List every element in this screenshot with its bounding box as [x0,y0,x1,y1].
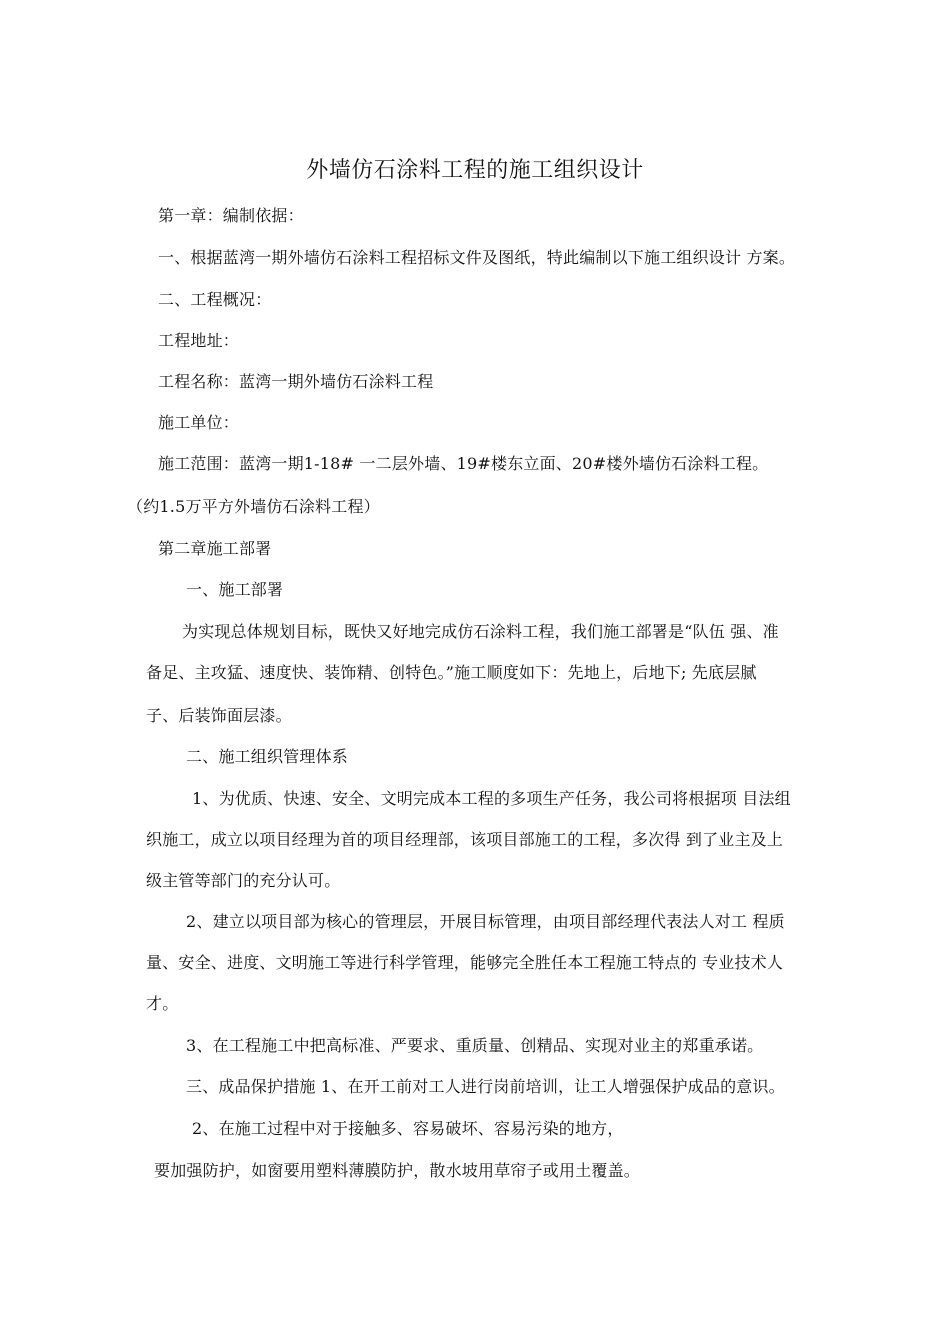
overview-heading: 二、工程概况： [158,290,272,309]
management-item-1-line-3: 级主管等部门的充分认可。 [146,871,341,890]
chapter-1-heading: 第一章：编制依据： [158,206,304,225]
project-address: 工程地址： [158,331,240,350]
protection-item-2-line-2: 要加强防护，如窗要用塑料薄膜防护，散水坡用草帘子或用土覆盖。 [154,1161,641,1180]
construction-scope: 施工范围：蓝湾一期1-18# 一二层外墙、19#楼东立面、20#楼外墙仿石涂料工程。 [158,454,769,473]
project-name: 工程名称：蓝湾一期外墙仿石涂料工程 [158,372,434,391]
basis-paragraph: 一、根据蓝湾一期外墙仿石涂料工程招标文件及图纸，特此编制以下施工组织设计 方案。 [158,248,796,267]
management-item-1-line-2: 织施工，成立以项目经理为首的项目经理部，该项目部施工的工程，多次得 到了业主及上 [146,830,784,849]
protection-heading-item-1: 三、成品保护措施 1、在开工前对工人进行岗前培训，让工人增强保护成品的意识。 [186,1077,785,1096]
protection-item-2-line-1: 2、在施工过程中对于接触多、容易破坏、容易污染的地方， [192,1119,624,1138]
deployment-paragraph-line-3: 子、后装饰面层漆。 [146,706,292,725]
management-item-2-line-3: 才。 [146,994,179,1013]
document-title: 外墙仿石涂料工程的施工组织设计 [306,158,644,183]
management-heading: 二、施工组织管理体系 [186,747,349,766]
management-item-2-line-1: 2、建立以项目部为核心的管理层，开展目标管理，由项目部经理代表法人对工 程质 [186,912,785,931]
management-item-1-line-1: 1、为优质、快速、安全、文明完成本工程的多项生产任务，我公司将根据项 目法组 [192,789,791,808]
deployment-heading: 一、施工部署 [186,580,284,599]
management-item-2-line-2: 量、安全、进度、文明施工等进行科学管理，能够完全胜任本工程施工特点的 专业技术人 [146,953,784,972]
construction-unit: 施工单位： [158,413,240,432]
management-item-3: 3、在工程施工中把高标准、严要求、重质量、创精品、实现对业主的郑重承诺。 [186,1036,764,1055]
scope-area-note: （约1.5万平方外墙仿石涂料工程） [127,497,380,516]
deployment-paragraph-line-2: 备足、主攻猛、速度快、装饰精、创特色。”施工顺度如下：先地上，后地下; 先底层腻 [146,663,757,682]
chapter-2-heading: 第二章施工部署 [158,539,272,558]
deployment-paragraph-line-1: 为实现总体规划目标，既快又好地完成仿石涂料工程，我们施工部署是“队伍 强、准 [182,622,779,641]
